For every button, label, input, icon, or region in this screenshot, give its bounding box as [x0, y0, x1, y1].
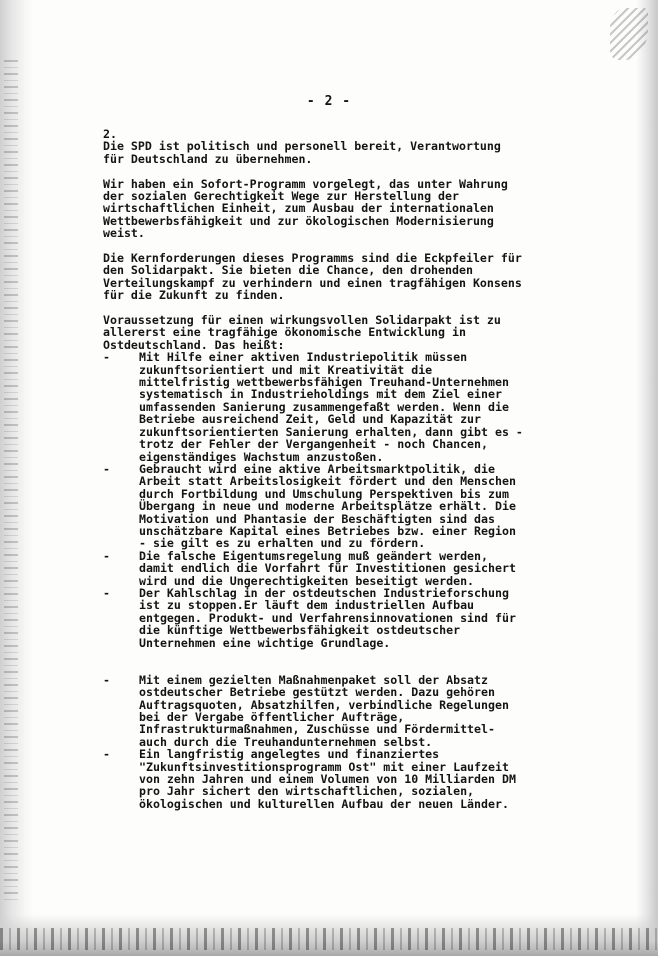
bullet-dash: -	[103, 747, 110, 762]
bullet-item-1	[103, 351, 548, 463]
page-number: - 2 -	[306, 94, 352, 109]
bullet-dash: -	[103, 350, 110, 365]
scan-edge-left	[0, 0, 34, 956]
bullet-item-6	[103, 748, 548, 810]
paragraph-gap	[103, 649, 548, 661]
bullet-item-5	[103, 674, 548, 748]
paragraph-4: Voraussetzung für einen wirkungsvollen Solidarpakt ist zu allererst eine tragfähige ökonomische Entwicklung in Ostdeutschland. Das heißt:	[103, 313, 501, 352]
bullet-text-2: Gebraucht wird eine aktive Arbeitsmarktpolitik, die Arbeit statt Arbeitslosigkeit fördert und den Menschen durch Fortbildung und Umschulung Perspektiven bis zum Übergang in neue und moderne Arbeitsplätze erhält. Die Motivation und Phantasie der Beschäftigten sind das unschätzbare Kapital eines Betriebes bzw. einer Region - sie gilt es zu erhalten und zu fördern.	[139, 461, 516, 551]
bullet-dash: -	[103, 585, 110, 600]
paragraph-gap	[103, 661, 548, 673]
section-number: 2.	[103, 127, 117, 141]
scan-edge-bottom	[0, 914, 658, 956]
bullet-dash: -	[103, 672, 110, 687]
scan-edge-right	[636, 0, 658, 956]
bullet-dash: -	[103, 461, 110, 476]
bullet-dash: -	[103, 548, 110, 563]
paragraph-gap	[103, 165, 548, 177]
bullet-item-3	[103, 550, 548, 587]
bullet-item-4	[103, 587, 548, 649]
bullet-text-1: Mit Hilfe einer aktiven Industriepolitik müssen zukunftsorientiert und mit Kreativität die mittelfristig wettbewerbsfähigen Treuhand-Unternehmen systematisch in Industrieholdings mit dem Ziel einer umfassenden Sanierung zusammengefaßt werden. Wenn die Betriebe ausreichend Zeit, Geld und Kapazität zur zukunftsorientierten Sanierung erhalten, dann gibt es - trotz der Fehler der Vergangenheit - noch Chancen, eigenständiges Wachstum anzustoßen.	[139, 350, 523, 464]
document-body	[103, 128, 548, 810]
paragraph-2: Wir haben ein Sofort-Programm vorgelegt, das unter Wahrung der sozialen Gerechtigkeit Wege zur Herstellung der wirtschaftlichen Einheit, zum Ausbau der internationalen Wettbewerbsfähigkeit und zur ökologischen Modernisierung weist.	[103, 176, 508, 241]
paragraph-3: Die Kernforderungen dieses Programms sind die Eckpfeiler für den Solidarpakt. Sie bieten die Chance, den drohenden Verteilungskampf zu verhindern und einen tragfähigen Konsens für die Zukunft zu finden.	[103, 251, 522, 303]
bullet-text-5: Mit einem gezielten Maßnahmenpaket soll der Absatz ostdeutscher Betriebe gestützt werden. Dazu gehören Auftragsquoten, Absatzhilfen, verbindliche Regelungen bei der Vergabe öffentlicher Aufträge, Infrastrukturmaßnahmen, Zuschüsse und Fördermittel- auch durch die Treuhandunternehmen selbst.	[139, 672, 509, 749]
bullet-text-4: Der Kahlschlag in der ostdeutschen Industrieforschung ist zu stoppen.Er läuft dem industriellen Aufbau entgegen. Produkt- und Verfahrensinnovationen sind für die künftige Wettbewerbsfähigkeit ostdeutscher Unternehmen eine wichtige Grundlage.	[139, 585, 516, 650]
bullet-text-6: Ein langfristig angelegtes und finanziertes "Zukunftsinvestitionsprogramm Ost" mit einer Laufzeit von zehn Jahren und einem Volumen von 10 Milliarden DM pro Jahr sichert den wirtschaftlichen, sozialen, ökologischen und kulturellen Aufbau der neuen Länder.	[139, 747, 516, 811]
bullet-text-3: Die falsche Eigentumsregelung muß geändert werden, damit endlich die Vorfahrt für Investitionen gesichert wird und die Ungerechtigkeiten beseitigt werden.	[139, 548, 516, 588]
paragraph-1: Die SPD ist politisch und personell bereit, Verantwortung für Deutschland zu übernehmen.	[103, 139, 501, 166]
bullet-item-2	[103, 463, 548, 550]
